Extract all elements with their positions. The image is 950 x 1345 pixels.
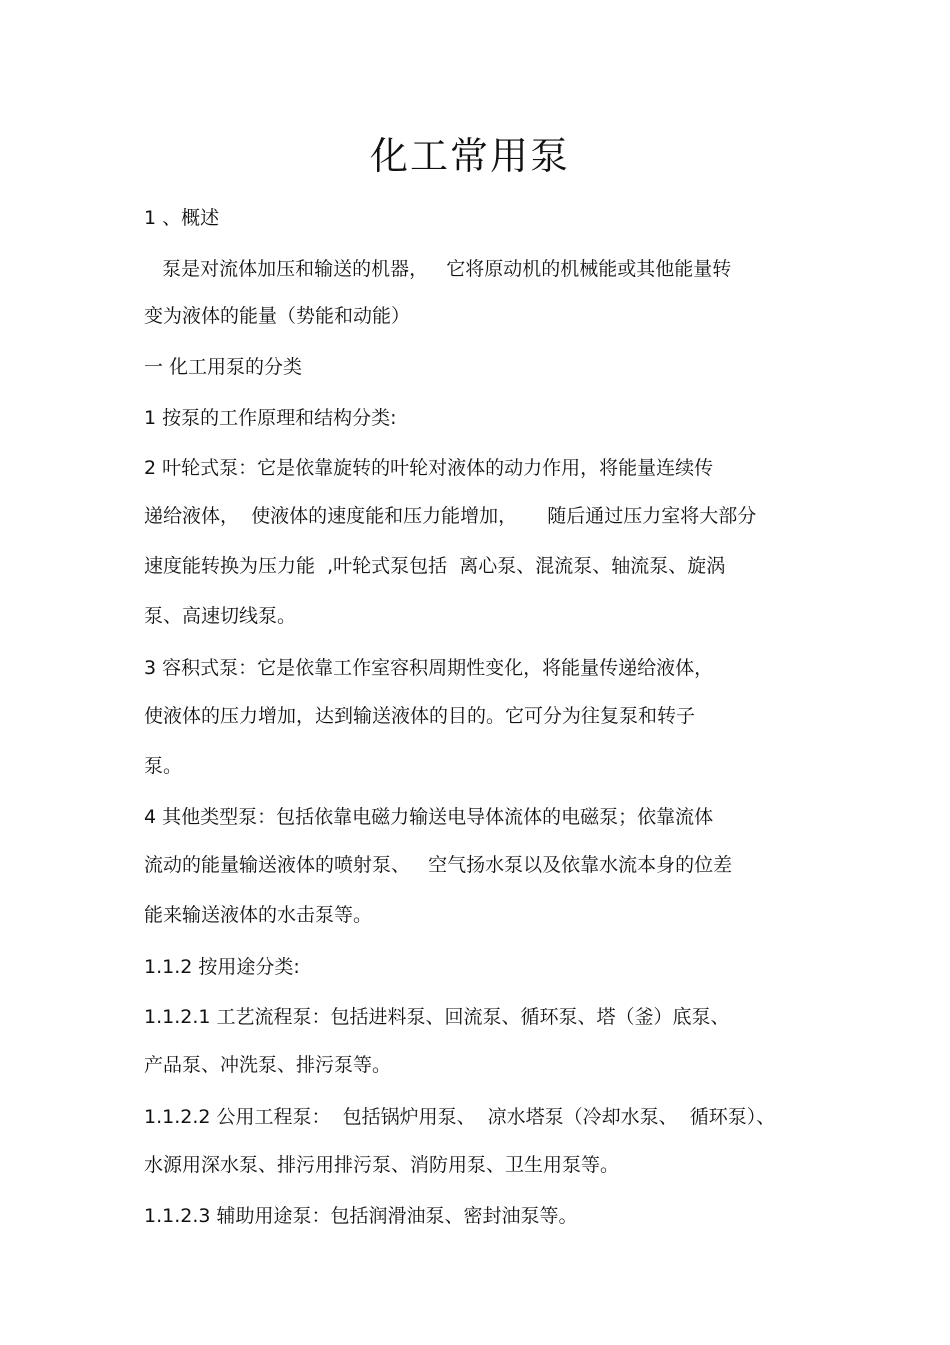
paragraph-line: 1.1.2.3 辅助用途泵：包括润滑油泵、密封油泵等。 xyxy=(144,1205,578,1227)
paragraph-line: 使液体的压力增加，达到输送液体的目的。它可分为往复泵和转子 xyxy=(144,705,696,727)
paragraph-line: 变为液体的能量（势能和动能） xyxy=(144,305,411,327)
paragraph-line: 泵、高速切线泵。 xyxy=(144,605,297,627)
paragraph-line: 水源用深水泵、排污用排污泵、消防用泵、卫生用泵等。 xyxy=(144,1154,620,1176)
paragraph-line: 泵是对流体加压和输送的机器， 它将原动机的机械能或其他能量转 xyxy=(144,258,732,280)
paragraph-line: 递给液体， 使液体的速度能和压力能增加， 随后通过压力室将大部分 xyxy=(144,505,757,527)
paragraph-line: 2 叶轮式泵：它是依靠旋转的叶轮对液体的动力作用，将能量连续传 xyxy=(144,457,714,479)
paragraph-line: 速度能转换为压力能 ,叶轮式泵包括 离心泵、混流泵、轴流泵、旋涡 xyxy=(144,555,726,577)
document-title: 化工常用泵 xyxy=(369,134,570,178)
subheading-by-use: 1.1.2 按用途分类: xyxy=(144,956,300,978)
section-heading-classification: 一 化工用泵的分类 xyxy=(144,356,303,378)
paragraph-line: 泵。 xyxy=(144,755,183,777)
paragraph-line: 流动的能量输送液体的喷射泵、 空气扬水泵以及依靠水流本身的位差 xyxy=(144,854,733,876)
paragraph-line: 产品泵、冲洗泵、排污泵等。 xyxy=(144,1054,392,1076)
paragraph-line: 1.1.2.2 公用工程泵： 包括锅炉用泵、 凉水塔泵（冷却水泵、 循环泵）、 xyxy=(144,1106,776,1128)
section-heading-overview: 1 、概述 xyxy=(144,207,220,229)
paragraph-line: 3 容积式泵：它是依靠工作室容积周期性变化，将能量传递给液体， xyxy=(144,657,714,679)
paragraph-line: 1.1.2.1 工艺流程泵：包括进料泵、回流泵、循环泵、塔（釜）底泵、 xyxy=(144,1006,730,1028)
paragraph-line: 能来输送液体的水击泵等。 xyxy=(144,904,373,926)
subheading-by-principle: 1 按泵的工作原理和结构分类: xyxy=(144,407,397,429)
paragraph-line: 4 其他类型泵：包括依靠电磁力输送电导体流体的电磁泵；依靠流体 xyxy=(144,806,714,828)
